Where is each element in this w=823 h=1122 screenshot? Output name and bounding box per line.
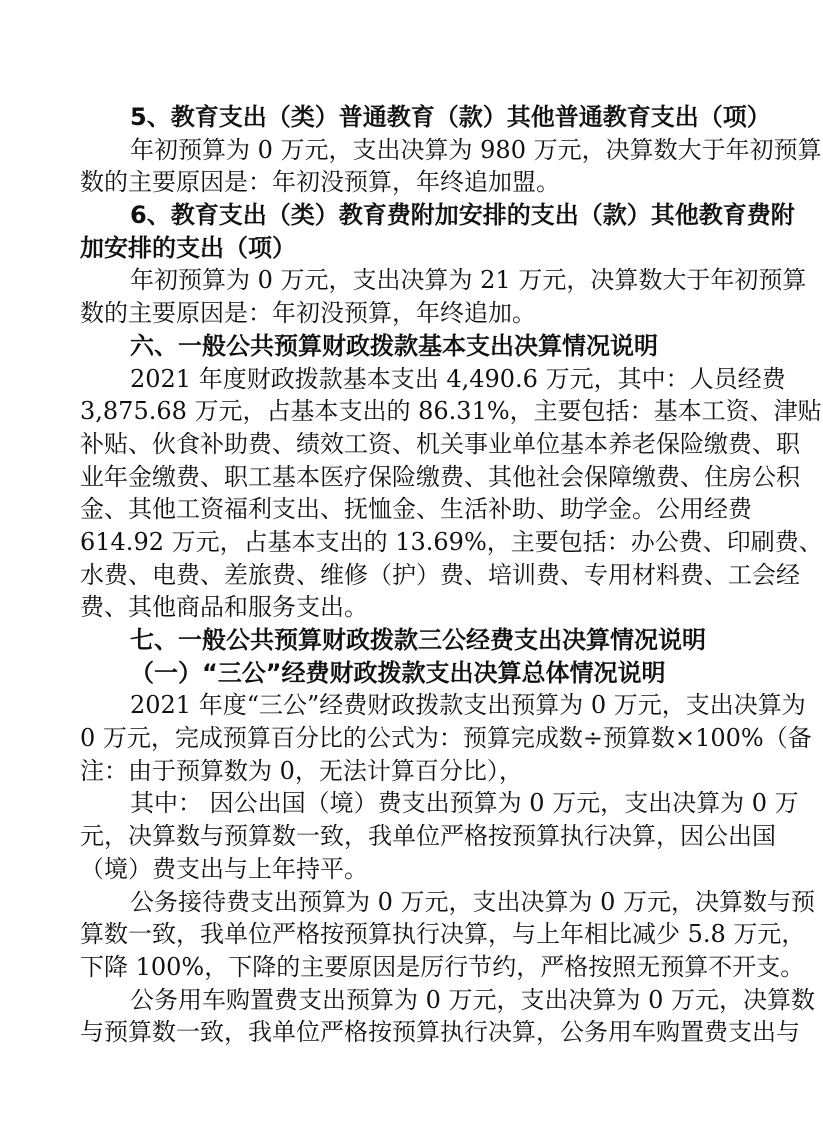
text-line: 数的主要原因是：年初没预算，年终追加盟。	[80, 168, 560, 197]
text-line: 年初预算为 0 万元，支出决算为 980 万元，决算数大于年初预算	[130, 135, 822, 164]
text-line: 费、其他商品和服务支出。	[80, 593, 368, 622]
body-paragraph	[80, 984, 816, 1049]
text-line: 水费、电费、差旅费、维修（护）费、培训费、专用材料费、工会经	[80, 560, 800, 589]
text-line: 3,875.68 万元，占基本支出的 86.31%，主要包括：基本工资、津贴	[80, 397, 822, 426]
text-line: 614.92 万元，占基本支出的 13.69%，主要包括：办公费、印刷费、	[80, 527, 823, 556]
text-line: 注：由于预算数为 0，无法计算百分比），	[80, 756, 523, 785]
text-line: 业年金缴费、职工基本医疗保险缴费、其他社会保障缴费、住房公积	[80, 462, 800, 491]
text-line: 6、教育支出（类）教育费附加安排的支出（款）其他教育费附	[130, 201, 795, 230]
text-line: （境）费支出与上年持平。	[80, 854, 368, 883]
text-line: 六、一般公共预算财政拨款基本支出决算情况说明	[130, 331, 658, 360]
text-line: （一）“三公”经费财政拨款支出决算总体情况说明	[130, 658, 666, 687]
body-paragraph	[80, 689, 812, 787]
body-paragraph	[80, 264, 807, 329]
section-heading	[80, 101, 771, 134]
text-line: 七、一般公共预算财政拨款三公经费支出决算情况说明	[130, 626, 706, 654]
text-line: 其中： 因公出国（境）费支出预算为 0 万元，支出决算为 0 万	[130, 789, 799, 818]
text-line: 补贴、伙食补助费、绩效工资、机关事业单位基本养老保险缴费、职	[80, 429, 800, 458]
text-line: 金、其他工资福利支出、抚恤金、生活补助、助学金。公用经费	[80, 495, 752, 524]
text-line: 年初预算为 0 万元，支出决算为 21 万元，决算数大于年初预算	[130, 266, 807, 295]
section-heading	[80, 330, 736, 363]
text-line: 公务接待费支出预算为 0 万元，支出决算为 0 万元，决算数与预	[130, 887, 816, 916]
text-line: 加安排的支出（项）	[80, 233, 296, 262]
text-line: 2021 年度财政拨款基本支出 4,490.6 万元，其中：人员经费	[130, 364, 786, 393]
body-paragraph	[80, 787, 799, 885]
text-line: 下降 100%，下降的主要原因是厉行节约，严格按照无预算不开支。	[80, 952, 805, 981]
text-line: 5、教育支出（类）普通教育（款）其他普通教育支出（项）	[130, 103, 771, 131]
text-line: 公务用车购置费支出预算为 0 万元，支出决算为 0 万元，决算数	[130, 985, 816, 1014]
text-line: 与预算数一致，我单位严格按预算执行决算，公务用车购置费支出与	[80, 1018, 800, 1047]
section-heading	[80, 624, 736, 657]
text-line: 数的主要原因是：年初没预算，年终追加。	[80, 299, 536, 328]
section-heading	[80, 657, 736, 690]
body-paragraph	[80, 886, 816, 984]
text-line: 算数一致，我单位严格按预算执行决算，与上年相比减少 5.8 万元，	[80, 920, 806, 949]
text-line: 0 万元，完成预算百分比的公式为：预算完成数÷预算数×100%（备	[80, 724, 812, 753]
document-page	[80, 101, 823, 1049]
body-paragraph	[80, 134, 822, 199]
body-paragraph	[80, 363, 823, 625]
text-line: 元，决算数与预算数一致，我单位严格按预算执行决算，因公出国	[80, 822, 776, 851]
section-heading	[80, 199, 795, 264]
text-line: 2021 年度“三公”经费财政拨款支出预算为 0 万元，支出决算为	[130, 691, 806, 720]
